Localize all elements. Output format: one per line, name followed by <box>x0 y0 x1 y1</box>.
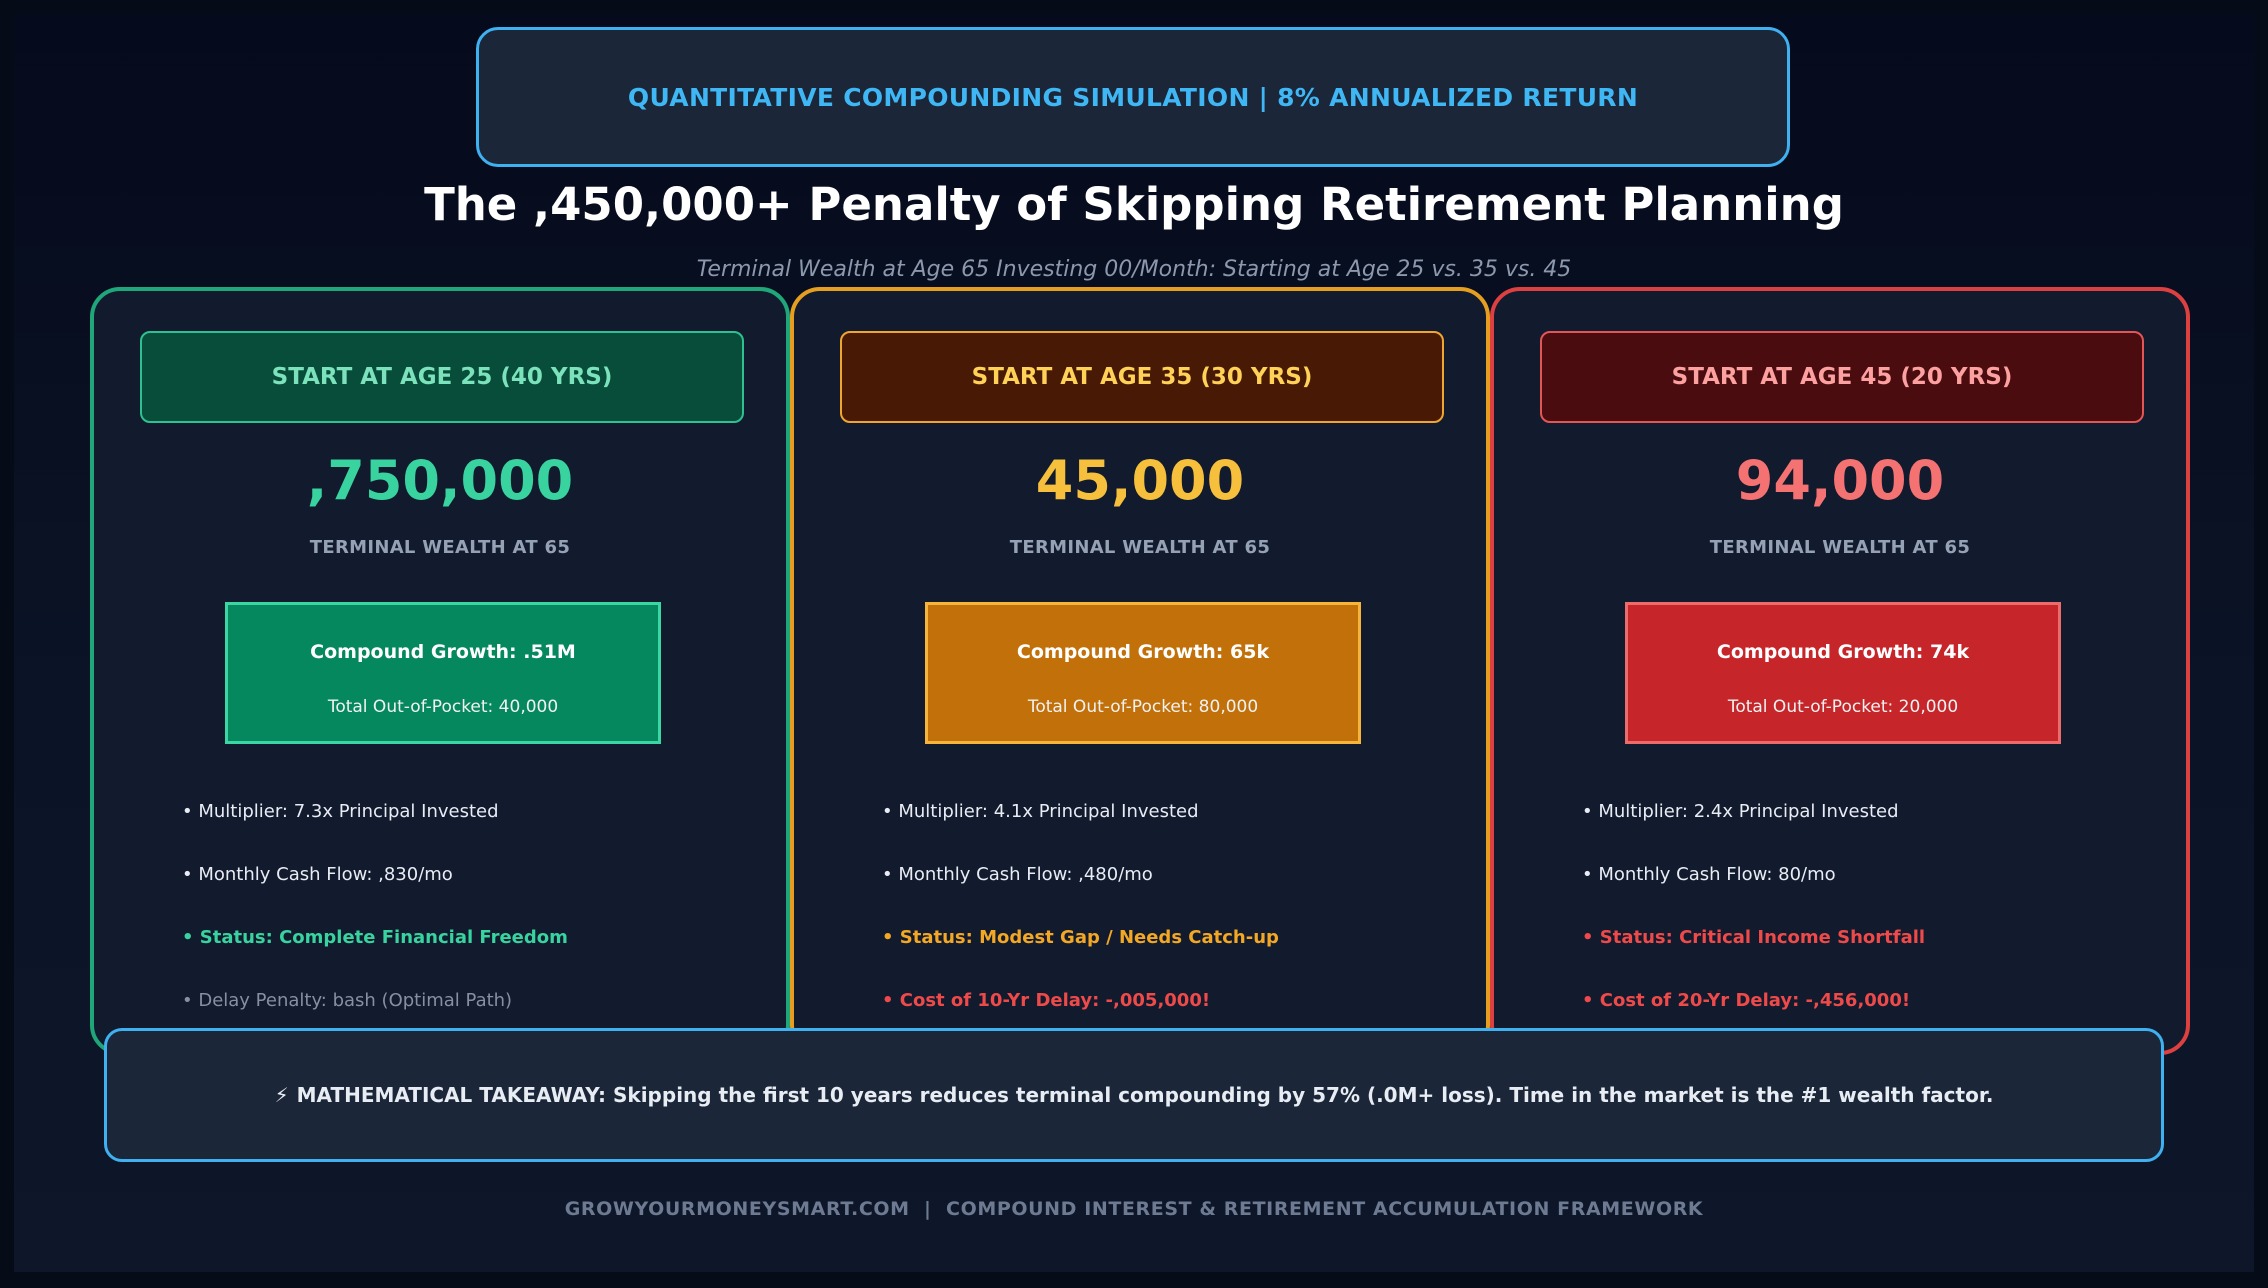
scenario-label: START AT AGE 25 (40 YRS) <box>140 331 744 423</box>
takeaway-text: MATHEMATICAL TAKEAWAY: Skipping the first 10 years reduces terminal compounding by 57% (.0M+ loss). Time in the market is the #1 wealth factor. <box>296 1083 1994 1107</box>
terminal-wealth-value: 94,000 <box>1735 449 1945 512</box>
takeaway-box <box>104 1028 2164 1162</box>
bullet-cash-flow: • Monthly Cash Flow: 80/mo <box>1582 864 1836 885</box>
bullet-status: • Status: Modest Gap / Needs Catch-up <box>882 927 1279 948</box>
scenario-card-age-25 <box>90 287 790 1055</box>
compound-growth-box <box>1625 602 2061 744</box>
scenario-label: START AT AGE 45 (20 YRS) <box>1540 331 2144 423</box>
out-of-pocket-text: Total Out-of-Pocket: 40,000 <box>327 697 559 717</box>
terminal-wealth-value: ,750,000 <box>306 449 574 512</box>
terminal-wealth-label: TERMINAL WEALTH AT 65 <box>1709 537 1971 558</box>
compound-growth-title: Compound Growth: 74k <box>1716 641 1970 663</box>
bullet-multiplier: • Multiplier: 2.4x Principal Invested <box>1582 801 1899 822</box>
bullet-delay: • Cost of 20-Yr Delay: -,456,000! <box>1582 990 1911 1011</box>
bullet-multiplier: • Multiplier: 7.3x Principal Invested <box>182 801 499 822</box>
compound-growth-title: Compound Growth: 65k <box>1016 641 1270 663</box>
scenario-card-age-35 <box>790 287 1490 1055</box>
page-title: The ,450,000+ Penalty of Skipping Retirement Planning <box>424 178 1844 231</box>
bullet-delay: • Cost of 10-Yr Delay: -,005,000! <box>882 990 1211 1011</box>
out-of-pocket-text: Total Out-of-Pocket: 20,000 <box>1727 697 1959 717</box>
compound-growth-box <box>925 602 1361 744</box>
bullet-cash-flow: • Monthly Cash Flow: ,830/mo <box>182 864 453 885</box>
terminal-wealth-value: 45,000 <box>1035 449 1245 512</box>
scenario-card-age-45 <box>1490 287 2190 1055</box>
bullet-status: • Status: Complete Financial Freedom <box>182 927 568 948</box>
bullet-delay: • Delay Penalty: bash (Optimal Path) <box>182 990 513 1011</box>
out-of-pocket-text: Total Out-of-Pocket: 80,000 <box>1027 697 1259 717</box>
scenario-label: START AT AGE 35 (30 YRS) <box>840 331 1444 423</box>
banner-text: QUANTITATIVE COMPOUNDING SIMULATION | 8% ANNUALIZED RETURN <box>627 82 1639 112</box>
terminal-wealth-label: TERMINAL WEALTH AT 65 <box>1009 537 1271 558</box>
banner-box <box>476 27 1790 167</box>
bullet-multiplier: • Multiplier: 4.1x Principal Invested <box>882 801 1199 822</box>
lightning-bolt-icon: ⚡ <box>274 1083 289 1107</box>
compound-growth-title: Compound Growth: .51M <box>310 641 576 663</box>
footer-text: GROWYOURMONEYSMART.COM | COMPOUND INTEREST & RETIREMENT ACCUMULATION FRAMEWORK <box>564 1198 1704 1220</box>
bullet-status: • Status: Critical Income Shortfall <box>1582 927 1926 948</box>
bullet-cash-flow: • Monthly Cash Flow: ,480/mo <box>882 864 1153 885</box>
compound-growth-box <box>225 602 661 744</box>
page-subtitle: Terminal Wealth at Age 65 Investing 00/Month: Starting at Age 25 vs. 35 vs. 45 <box>696 257 1572 282</box>
terminal-wealth-label: TERMINAL WEALTH AT 65 <box>309 537 571 558</box>
